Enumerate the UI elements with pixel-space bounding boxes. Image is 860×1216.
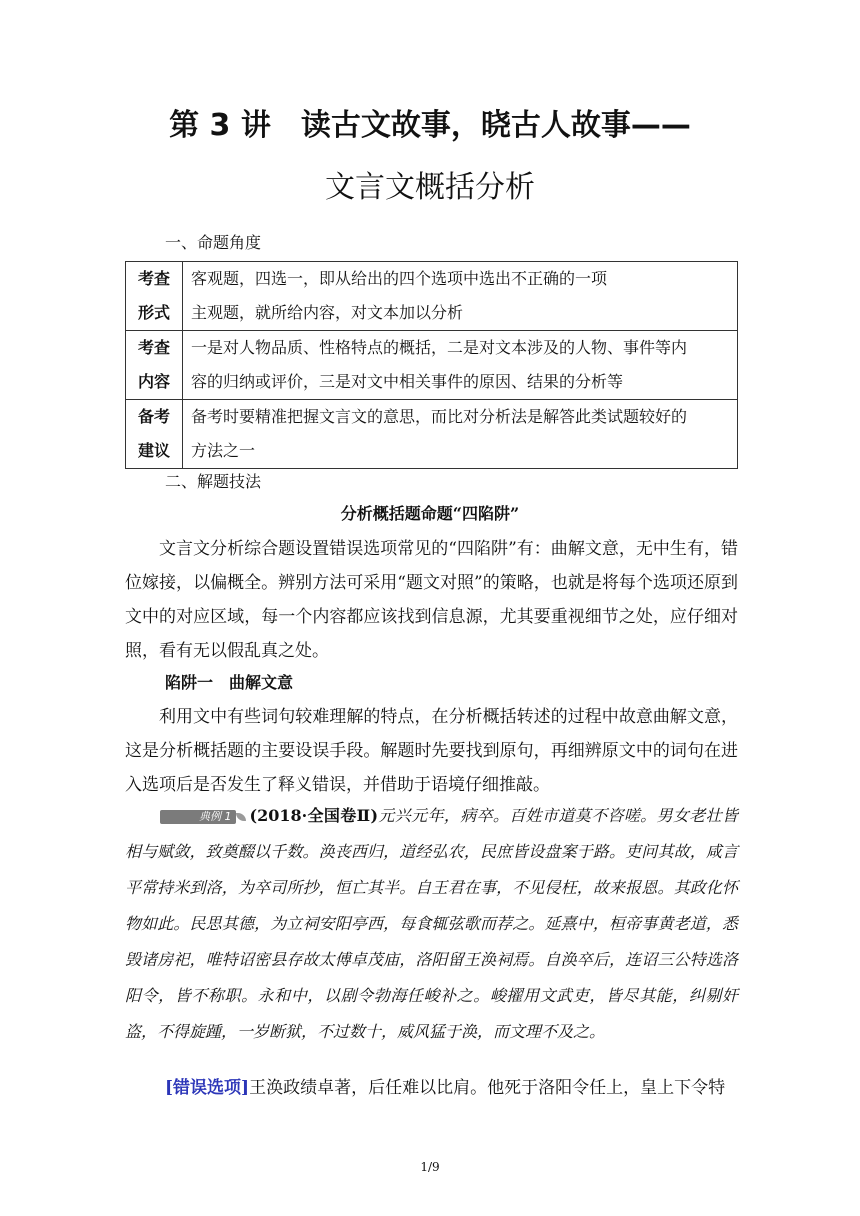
info-table bbox=[125, 261, 738, 469]
row-label-line: 考查 bbox=[137, 269, 170, 288]
row-label-line: 考查 bbox=[137, 338, 170, 357]
row-content-line: 主观题，就所给内容，对文本加以分析 bbox=[191, 303, 464, 322]
title-line-1: 第 3 讲 读古文故事，晓古人故事—— bbox=[169, 108, 691, 143]
row-label bbox=[126, 400, 183, 469]
wrong-option-text: 王涣政绩卓著，后任难以比肩。他死于洛阳令任上，皇上下令特 bbox=[249, 1078, 726, 1098]
row-label bbox=[126, 331, 183, 400]
trap1-paragraph: 利用文中有些词句较难理解的特点，在分析概括转述的过程中故意曲解文意，这是分析概括题的主要设误手段。解题时先要找到原句，再细辨原文中的词句在进入选项后是否发生了释义错误，并借助于语境仔细推敲。 bbox=[125, 707, 738, 795]
table-row bbox=[126, 262, 738, 331]
title-line-2: 文言文概括分析 bbox=[325, 170, 535, 205]
example-text: 元兴元年，病卒。百姓市道莫不咨嗟。男女老壮皆相与赋敛，致奠醊以千数。涣丧西归，道经弘农，民庶皆设盘案于路。吏问其故，咸言平常持米到洛，为卒司所抄，恒亡其半。自王君在事，不见侵枉，故来报恩。其政化怀物如此。民思其德，为立祠安阳亭西，每食辄弦歌而荐之。延熹中，桓帝事黄老道，悉毁诸房祀，唯特诏密县存故太傅卓茂庙，洛阳留王涣祠焉。自涣卒后，连诏三公特选洛阳令，皆不称职。永和中，以剧令勃海任峻补之。峻擢用文武吏，皆尽其能，纠剔奸盗，不得旋踵，一岁断狱，不过数十，威风猛于涣，而文理不及之。 bbox=[125, 806, 738, 1041]
table-row bbox=[126, 331, 738, 400]
page-number: 1/9 bbox=[420, 1160, 440, 1174]
row-content bbox=[183, 400, 738, 469]
row-content bbox=[183, 262, 738, 331]
wrong-option-line bbox=[125, 1071, 738, 1105]
row-label-line: 备考 bbox=[137, 407, 170, 426]
example-source: (2018·全国卷Ⅱ) bbox=[249, 806, 379, 825]
row-label-line: 形式 bbox=[137, 303, 170, 322]
section-heading-1: 一、命题角度 bbox=[165, 233, 262, 252]
trap1-heading: 陷阱一 曲解文意 bbox=[165, 673, 294, 692]
leaf-icon bbox=[236, 813, 246, 821]
section-heading-2: 二、解题技法 bbox=[165, 472, 262, 491]
row-content bbox=[183, 331, 738, 400]
row-content-line: 容的归纳或评价，三是对文中相关事件的原因、结果的分析等 bbox=[191, 372, 624, 391]
center-heading: 分析概括题命题“四陷阱” bbox=[340, 504, 520, 523]
row-label-line: 建议 bbox=[137, 441, 170, 460]
example-block bbox=[125, 798, 738, 1050]
intro-paragraph: 文言文分析综合题设置错误选项常见的“四陷阱”有：曲解文意，无中生有，错位嫁接，以偏概全。辨别方法可采用“题文对照”的策略，也就是将每个选项还原到文中的对应区域，每一个内容都应该找到信息源，尤其要重视细节之处，应仔细对照，看有无以假乱真之处。 bbox=[125, 539, 738, 661]
row-label-line: 内容 bbox=[137, 372, 170, 391]
row-label bbox=[126, 262, 183, 331]
row-content-line: 备考时要精准把握文言文的意思，而比对分析法是解答此类试题较好的 bbox=[191, 407, 688, 426]
row-content-line: 一是对人物品质、性格特点的概括，二是对文本涉及的人物、事件等内 bbox=[191, 338, 688, 357]
example-badge: 典例 1 bbox=[160, 810, 236, 824]
wrong-option-label: [错误选项] bbox=[165, 1078, 250, 1098]
row-content-line: 方法之一 bbox=[191, 441, 256, 460]
table-row bbox=[126, 400, 738, 469]
row-content-line: 客观题，四选一，即从给出的四个选项中选出不正确的一项 bbox=[191, 269, 608, 288]
